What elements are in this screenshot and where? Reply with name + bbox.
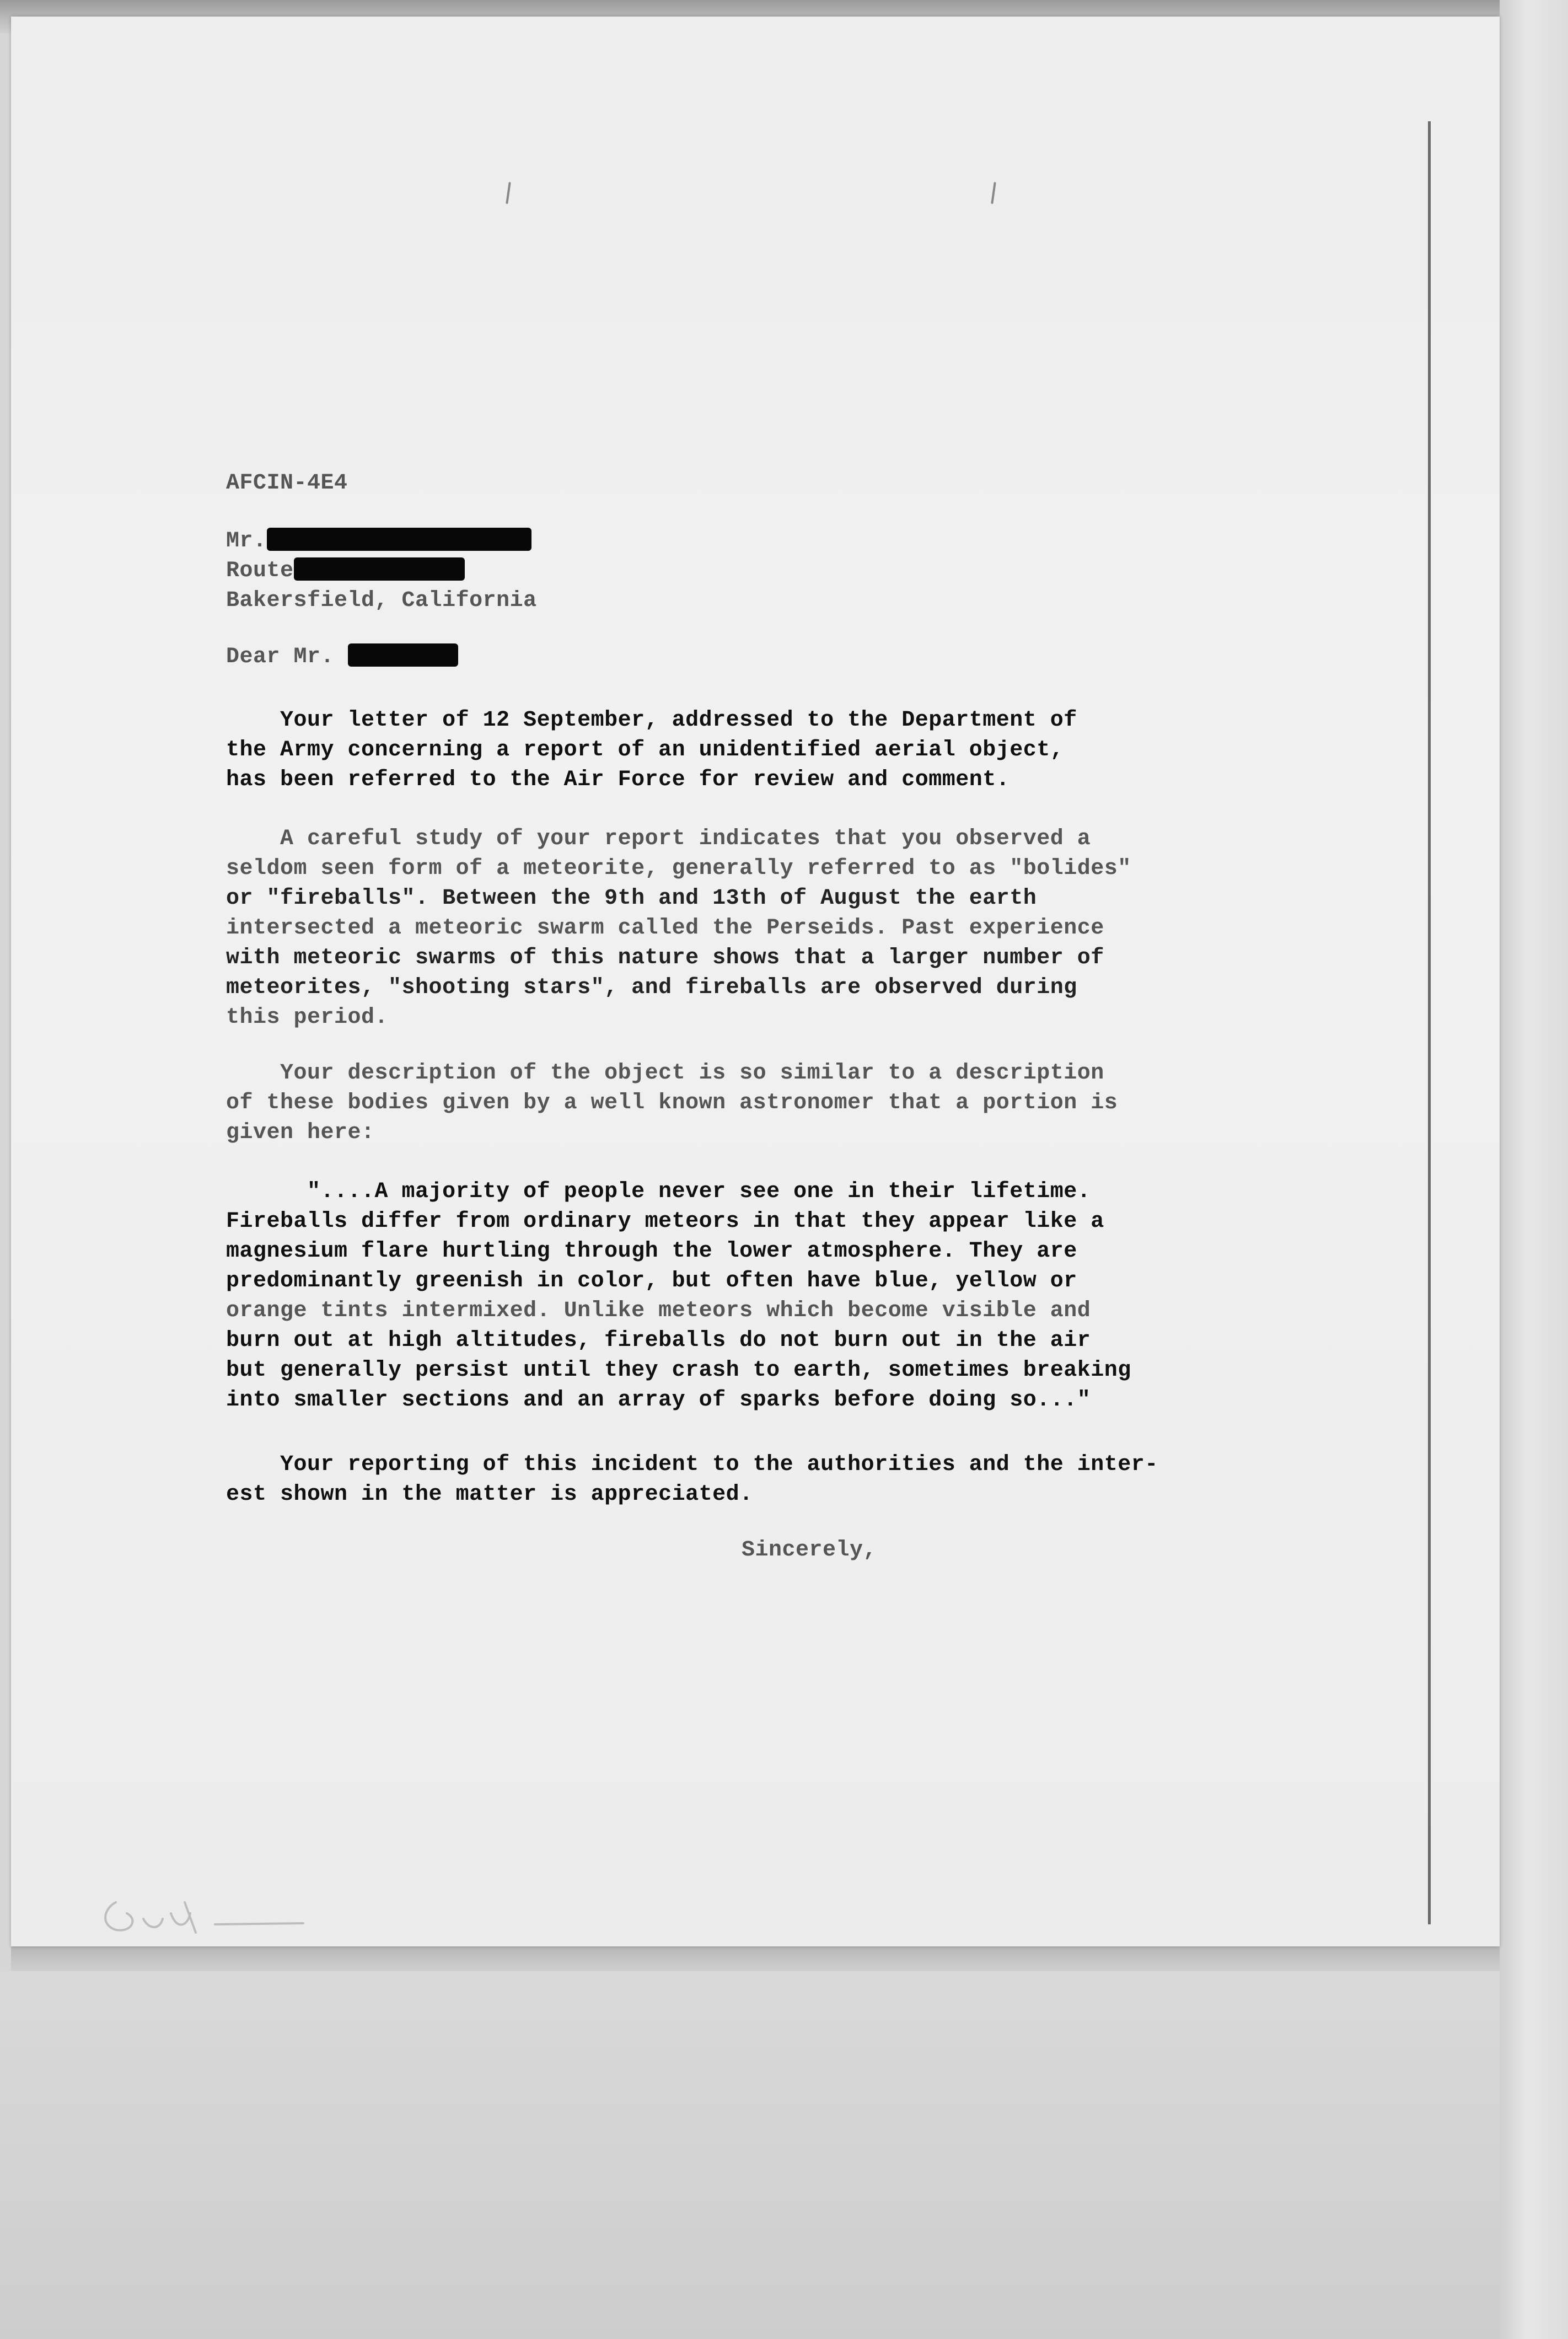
paragraph-line: the Army concerning a report of an unidentified aerial object, [226, 738, 1064, 763]
quote-line: into smaller sections and an array of sparks before doing so..." [226, 1388, 1091, 1413]
page-edge-line [1428, 121, 1431, 1924]
letter-page [11, 17, 1500, 1946]
paragraph-3 [226, 1059, 1118, 1148]
paragraph-4 [226, 1450, 1158, 1510]
film-frame-right [1500, 0, 1568, 2339]
quote-line: but generally persist until they crash to earth, sometimes breaking [226, 1358, 1131, 1383]
paragraph-line: of these bodies given by a well known astronomer that a portion is [226, 1091, 1118, 1115]
address-block [226, 527, 537, 616]
redaction-bar [348, 643, 458, 667]
paragraph-1 [226, 706, 1077, 795]
paragraph-line: or "fireballs". Between the 9th and 13th of August the earth [226, 886, 1037, 911]
paragraph-line: A careful study of your report indicates that you observed a [280, 827, 1091, 851]
address-mr: Mr. [226, 529, 267, 554]
astronomer-quote [226, 1177, 1131, 1415]
paragraph-line: seldom seen form of a meteorite, generally referred to as "bolides" [226, 856, 1131, 881]
paragraph-line: Your reporting of this incident to the authorities and the inter- [280, 1452, 1158, 1477]
address-route-line [226, 556, 537, 586]
paragraph-line: Your letter of 12 September, addressed to the Department of [280, 708, 1077, 733]
greeting-line [226, 642, 458, 672]
film-lower-area [0, 1971, 1568, 2339]
greeting [226, 642, 458, 672]
greeting-text: Dear Mr. [226, 645, 335, 669]
paragraph-2 [226, 824, 1131, 1033]
paragraph-line: has been referred to the Air Force for review and comment. [226, 768, 1010, 792]
paragraph-line: Your description of the object is so similar to a description [280, 1061, 1104, 1086]
paragraph-line: with meteoric swarms of this nature shows that a larger number of [226, 946, 1104, 970]
closing-text: Sincerely, [742, 1538, 877, 1563]
paragraph-line: this period. [226, 1005, 389, 1030]
redaction-bar [294, 557, 465, 581]
quote-line: burn out at high altitudes, fireballs do not burn out in the air [226, 1328, 1091, 1353]
redaction-bar [267, 528, 531, 551]
quote-line: orange tints intermixed. Unlike meteors which become visible and [226, 1299, 1091, 1323]
paragraph-line: given here: [226, 1120, 375, 1145]
paragraph-line: meteorites, "shooting stars", and fireballs are observed during [226, 975, 1077, 1000]
reference-text: AFCIN-4E4 [226, 471, 348, 496]
closing [742, 1536, 877, 1565]
address-city: Bakersfield, California [226, 588, 537, 613]
reference-code [226, 469, 348, 498]
address-name-line [226, 527, 537, 556]
quote-line: magnesium flare hurtling through the lower atmosphere. They are [226, 1239, 1077, 1264]
address-route: Route [226, 559, 294, 583]
paragraph-line: est shown in the matter is appreciated. [226, 1482, 753, 1507]
quote-line: Fireballs differ from ordinary meteors in that they appear like a [226, 1209, 1104, 1234]
quote-line: "....A majority of people never see one in their lifetime. [307, 1179, 1091, 1204]
punch-mark [506, 182, 511, 204]
quote-line: predominantly greenish in color, but often have blue, yellow or [226, 1269, 1077, 1294]
paragraph-line: intersected a meteoric swarm called the Perseids. Past experience [226, 916, 1104, 941]
punch-mark [991, 182, 996, 204]
pencil-scribble [94, 1880, 314, 1941]
